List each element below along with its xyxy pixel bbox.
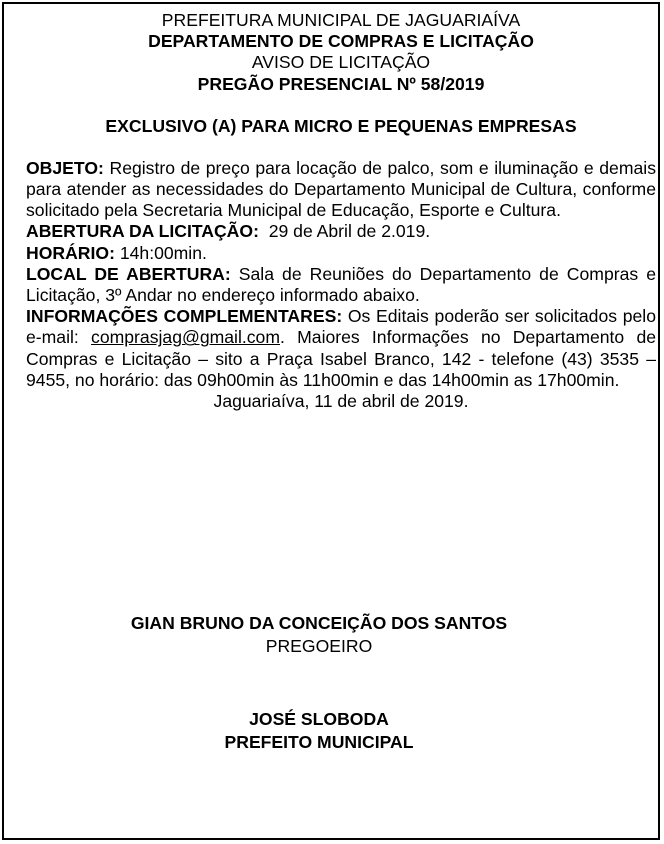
objeto-text: Registro de preço para locação de palco, som e iluminação e demais para atender as necessidades do Departamento Municipal de Cultura, conforme solicitado pela Secretaria Municipal de Educação, Esporte e Cultura. <box>26 157 656 221</box>
signature-name: GIAN BRUNO DA CONCEIÇÃO DOS SANTOS <box>130 613 508 633</box>
local-label: LOCAL DE ABERTURA: <box>26 263 231 284</box>
header-municipality: PREFEITURA MUNICIPAL DE JAGUARIAÍVA <box>161 10 521 30</box>
signature-block-pregoeiro <box>4 612 634 658</box>
header-procurement-number: PREGÃO PRESENCIAL Nº 58/2019 <box>197 73 485 94</box>
info-text-after: . Maiores Informações no Departamento de Compras e Licitação – sito a Praça Isabel Branco, 142 - telefone (43) 3535 – 9455, no horário: das 09h00min às 11h00min e das 14h00min as 17h00min. <box>26 327 657 390</box>
objeto-label: OBJETO: <box>26 157 104 178</box>
header-department: DEPARTAMENTO DE COMPRAS E LICITAÇÃO <box>148 31 534 52</box>
signature-role: PREFEITO MUNICIPAL <box>224 732 414 752</box>
local-text: Sala de Reuniões do Departamento de Compras e Licitação, 3º Andar no endereço informado abaixo. <box>26 263 656 306</box>
document-body <box>26 10 656 412</box>
info-label: INFORMAÇÕES COMPLEMENTARES: <box>26 306 343 327</box>
header-notice-type: AVISO DE LICITAÇÃO <box>251 52 431 73</box>
abertura-label: ABERTURA DA LICITAÇÃO: <box>26 221 259 242</box>
email-link[interactable]: comprasjag@gmail.com <box>91 327 281 348</box>
info-paragraph <box>26 306 656 391</box>
horario-label: HORÁRIO: <box>26 242 115 263</box>
abertura-paragraph <box>26 221 656 242</box>
signature-name: JOSÉ SLOBODA <box>249 709 389 729</box>
horario-text: 14h:00min. <box>119 242 207 263</box>
horario-paragraph <box>26 243 656 264</box>
abertura-text: 29 de Abril de 2.019. <box>268 221 431 242</box>
objeto-paragraph <box>26 158 656 222</box>
info-text-before: Os Editais poderão ser solicitados pelo e-mail: <box>26 306 656 348</box>
document-border <box>2 2 660 840</box>
signature-block-prefeito <box>4 708 634 754</box>
local-paragraph <box>26 264 656 306</box>
date-line: Jaguariaíva, 11 de abril de 2019. <box>213 391 469 412</box>
signature-role: PREGOEIRO <box>265 636 373 656</box>
exclusive-notice: EXCLUSIVO (A) PARA MICRO E PEQUENAS EMPRESAS <box>105 115 577 136</box>
